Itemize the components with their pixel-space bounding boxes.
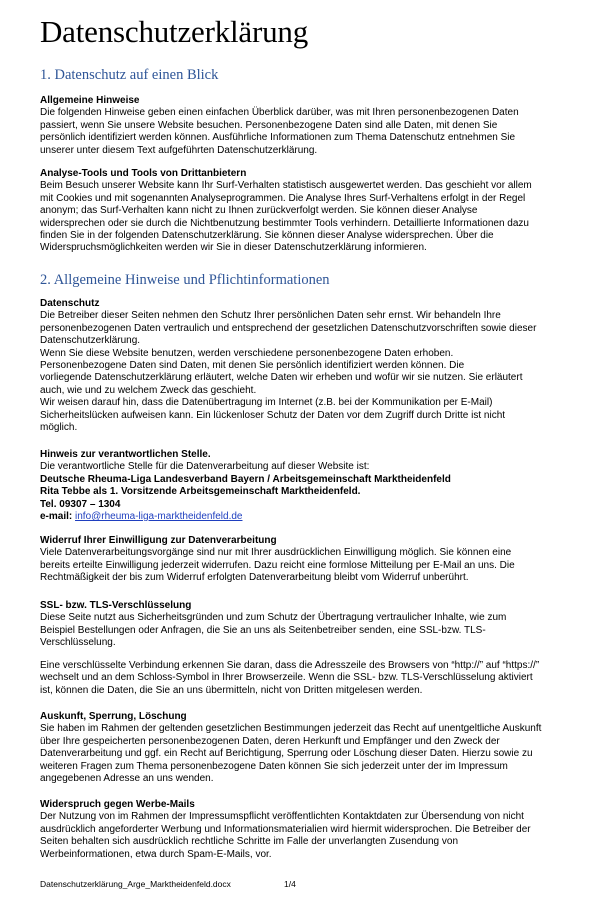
contact-phone: Tel. 09307 – 1304 bbox=[40, 498, 121, 510]
subsection-auskunft bbox=[40, 711, 585, 785]
subsection-title: Analyse-Tools und Tools von Drittanbietern bbox=[40, 168, 247, 179]
email-label: e-mail: bbox=[40, 511, 76, 523]
paragraph: Diese Seite nutzt aus Sicherheitsgründen und zum Schutz der Übertragung vertraulicher Inhalte, wie zum Beispiel Bestellungen oder Anfragen, die Sie an uns als Seitenbetreiber senden, eine SSL-bzw. TLS- Verschlüsselung. bbox=[40, 612, 507, 649]
paragraph: Die folgenden Hinweise geben einen einfachen Überblick darüber, was mit Ihren personenbezogenen Daten passiert, wenn Sie unsere Website besuchen. Personenbezogene Daten sind alle Daten, mit denen Sie persönlich identifiziert werden können. Ausführliche Informationen zum Thema Datenschutz entnehmen Sie unserer unter diesem Text aufgeführten Datenschutzerklärung. bbox=[40, 107, 519, 156]
page-footer bbox=[40, 879, 296, 890]
subsection-title: Widerruf Ihrer Einwilligung zur Datenverarbeitung bbox=[40, 535, 277, 546]
subsection-analyse-tools bbox=[40, 168, 585, 255]
contact-organisation: Deutsche Rheuma-Liga Landesverband Bayern / Arbeitsgemeinschaft Marktheidenfeld bbox=[40, 473, 451, 485]
email-link[interactable]: info@rheuma-liga-marktheidenfeld.de bbox=[75, 511, 243, 523]
paragraph: Beim Besuch unserer Website kann Ihr Surf-Verhalten statistisch ausgewertet werden. Das geschieht vor allem mit Cookies und mit sogenannten Analyseprogrammen. Die Analyse Ihres Surf-Verhaltens erfolgt in der Regel anonym; das Surf-Verhalten kann nicht zu Ihnen zurückverfolgt werden. Sie können dieser Analyse widersprechen oder sie durch die Nichtbenutzung bestimmter Tools verhindern. Detaillierte Informationen dazu finden Sie in der folgenden Datenschutzerklärung. Sie können dieser Analyse widersprechen. Über die Widerspruchsmöglichkeiten werden wir Sie in dieser Datenschutzerklärung informieren. bbox=[40, 180, 532, 254]
subsection-widerruf bbox=[40, 535, 585, 585]
paragraph: Viele Datenverarbeitungsvorgänge sind nur mit Ihrer ausdrücklichen Einwilligung möglich. Sie können eine bereits erteilte Einwilligung jederzeit widerrufen. Dazu reicht eine formlose Mitteilung per E-Mail an uns. Die Rechtmäßigkeit der bis zum Widerruf erfolgten Datenverarbeitung bleibt vom Widerruf unberührt. bbox=[40, 547, 515, 584]
subsection-title: Auskunft, Sperrung, Löschung bbox=[40, 711, 187, 722]
subsection-title: Hinweis zur verantwortlichen Stelle. bbox=[40, 449, 211, 460]
subsection-title: SSL- bzw. TLS-Verschlüsselung bbox=[40, 600, 192, 611]
subsection-title: Allgemeine Hinweise bbox=[40, 95, 140, 106]
subsection-allgemeine-hinweise bbox=[40, 95, 585, 157]
contact-email-line bbox=[40, 511, 585, 523]
subsection-title: Datenschutz bbox=[40, 298, 100, 309]
section-heading-1: 1. Datenschutz auf einen Blick bbox=[40, 67, 219, 83]
footer-filename: Datenschutzerklärung_Arge_Marktheidenfeld.docx bbox=[40, 879, 231, 889]
paragraph: Die Betreiber dieser Seiten nehmen den Schutz Ihrer persönlichen Daten sehr ernst. Wir behandeln Ihre personenbezogenen Daten vertraulich und entsprechend der gesetzlichen Datenschutzvorschriften sowie dieser Datenschutzerklärung. Wenn Sie diese Website benutzen, werden verschiedene personenbezogene Daten erhoben. Personenbezogene Daten sind Daten, mit denen Sie persönlich identifiziert werden können. Die vorliegende Datenschutzerklärung erläutert, welche Daten wir erheben und wofür wir sie nutzen. Sie erläutert auch, wie und zu welchem Zweck das geschieht. Wir weisen darauf hin, dass die Datenübertragung im Internet (z.B. bei der Kommunikation per E-Mail) Sicherheitslücken aufweisen kann. Ein lückenloser Schutz der Daten vor dem Zugriff durch Dritte ist nicht möglich. bbox=[40, 310, 537, 434]
document-title: Datenschutzerklärung bbox=[40, 14, 308, 49]
subsection-ssl-tls-continued bbox=[40, 660, 585, 697]
subsection-widerspruch-werbe-mails bbox=[40, 799, 585, 861]
paragraph: Eine verschlüsselte Verbindung erkennen Sie daran, dass die Adresszeile des Browsers von “http://” auf “https://” wechselt und an dem Schloss-Symbol in Ihrer Browserzeile. Wenn die SSL- bzw. TLS-Verschlüsselung aktiviert ist, können die Daten, die Sie an uns übermitteln, nicht von Dritten mitgelesen werden. bbox=[40, 660, 540, 696]
subsection-verantwortliche-stelle bbox=[40, 449, 585, 523]
paragraph: Der Nutzung von im Rahmen der Impressumspflicht veröffentlichten Kontaktdaten zur Übersendung von nicht ausdrücklich angeforderter Werbung und Informationsmaterialien wird hiermit widersprochen. Die Betreiber der Seiten behalten sich ausdrücklich rechtliche Schritte im Falle der unverlangten Zusendung von Werbeinformationen, etwa durch Spam-E-Mails, vor. bbox=[40, 811, 531, 860]
subsection-title: Widerspruch gegen Werbe-Mails bbox=[40, 799, 195, 810]
section-heading-2: 2. Allgemeine Hinweise und Pflichtinformationen bbox=[40, 272, 330, 288]
footer-page-number: 1/4 bbox=[284, 879, 296, 889]
subsection-ssl-tls bbox=[40, 600, 585, 650]
subsection-datenschutz bbox=[40, 298, 585, 434]
contact-person: Rita Tebbe als 1. Vorsitzende Arbeitsgemeinschaft Marktheidenfeld. bbox=[40, 486, 361, 498]
paragraph: Die verantwortliche Stelle für die Datenverarbeitung auf dieser Website ist: bbox=[40, 461, 370, 473]
paragraph: Sie haben im Rahmen der geltenden gesetzlichen Bestimmungen jederzeit das Recht auf unentgeltliche Auskunft über Ihre gespeicherten personenbezogenen Daten, deren Herkunft und Empfänger und den Zweck der Datenverarbeitung und ggf. ein Recht auf Berichtigung, Sperrung oder Löschung dieser Daten. Hierzu sowie zu weiteren Fragen zum Thema personenbezogene Daten können Sie sich jederzeit unter der im Impressum angegebenen Adresse an uns wenden. bbox=[40, 723, 542, 785]
